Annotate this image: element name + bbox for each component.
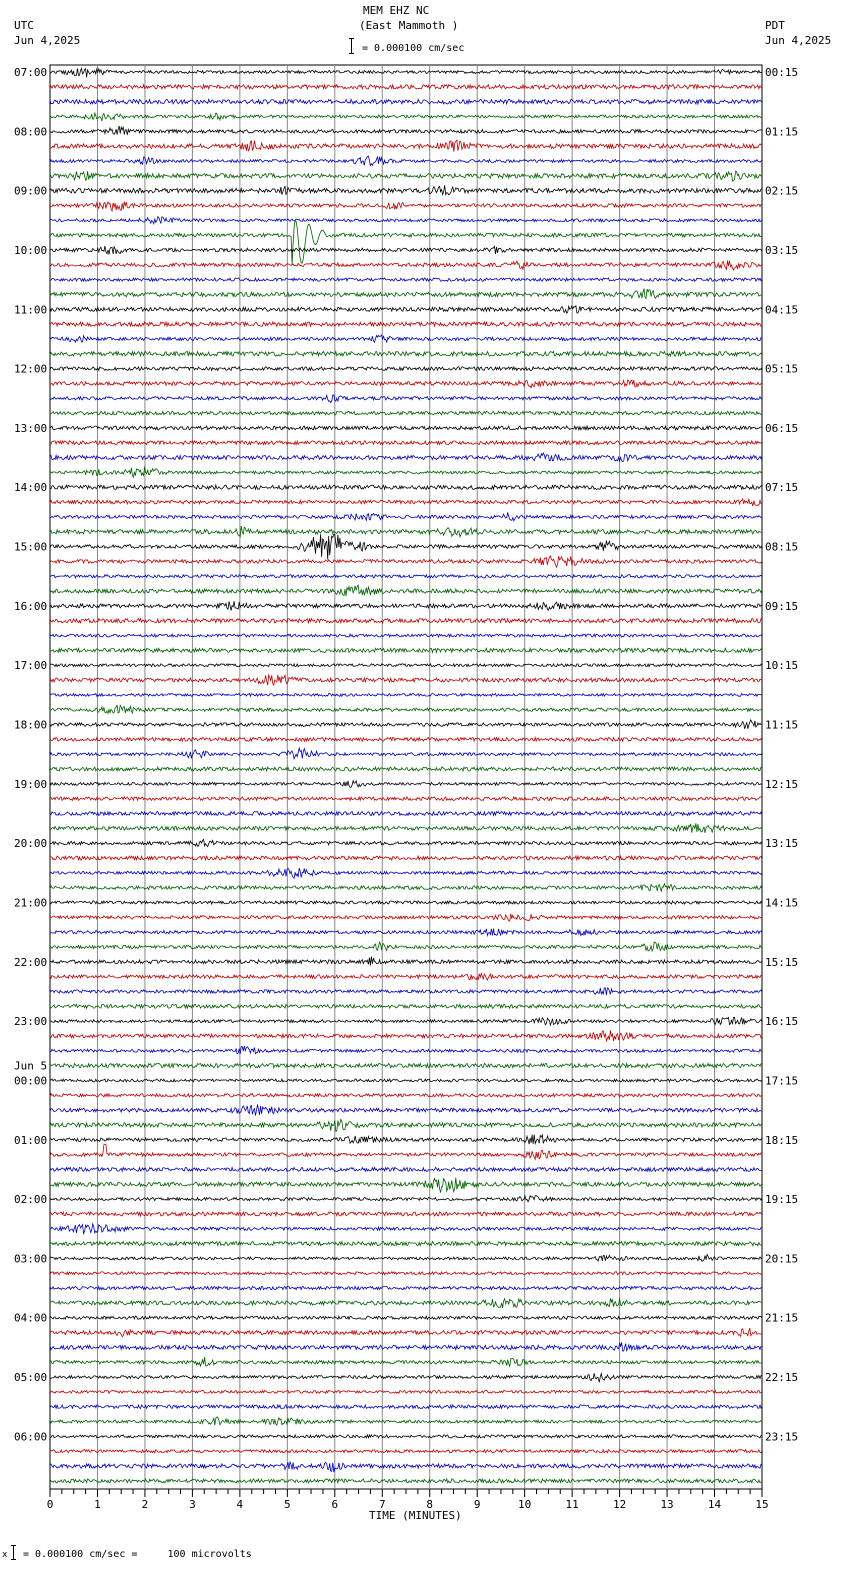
trace-63 [50, 1004, 762, 1008]
x-tick-label: 2 [141, 1498, 149, 1511]
trace-82 [50, 1286, 762, 1289]
trace-64 [50, 1017, 762, 1025]
left-time-label: 00:00 [14, 1074, 48, 1088]
trace-9 [50, 202, 762, 211]
x-tick-label: 4 [236, 1498, 244, 1511]
trace-61 [50, 973, 762, 980]
trace-79 [50, 1242, 762, 1246]
trace-3 [50, 113, 762, 121]
left-time-label: 02:00 [14, 1193, 48, 1207]
left-time-label: 18:00 [14, 718, 48, 732]
right-date: Jun 4,2025 [765, 34, 832, 47]
left-time-label: 19:00 [14, 777, 48, 791]
trace-52 [50, 839, 762, 846]
left-time-label: 04:00 [14, 1311, 48, 1325]
trace-74 [50, 1167, 762, 1171]
trace-53 [50, 856, 762, 860]
trace-89 [50, 1390, 762, 1393]
right-time-label: 18:15 [765, 1133, 799, 1147]
trace-69 [50, 1094, 762, 1097]
right-time-label: 04:15 [765, 303, 799, 317]
left-time-label: 23:00 [14, 1015, 48, 1029]
left-time-label: 22:00 [14, 955, 48, 969]
trace-81 [50, 1272, 762, 1275]
trace-50 [50, 812, 762, 816]
x-tick-label: 9 [473, 1498, 481, 1511]
right-time-label: 00:15 [765, 66, 799, 79]
trace-86 [50, 1342, 762, 1351]
left-time-label: 11:00 [14, 303, 48, 317]
trace-5 [50, 140, 762, 152]
x-tick-label: 11 [565, 1498, 579, 1511]
trace-20 [50, 367, 762, 371]
trace-39 [50, 648, 762, 652]
left-time-label: 17:00 [14, 659, 48, 673]
trace-22 [50, 395, 762, 403]
trace-33 [50, 556, 762, 567]
trace-1 [50, 85, 762, 89]
trace-73 [50, 1145, 762, 1160]
x-tick-label: 1 [94, 1498, 101, 1511]
right-time-label: 23:15 [765, 1430, 799, 1444]
trace-58 [50, 929, 762, 936]
x-tick-label: 6 [331, 1498, 339, 1511]
trace-37 [50, 619, 762, 623]
right-time-label: 08:15 [765, 540, 799, 554]
left-time-label: 03:00 [14, 1252, 48, 1266]
trace-23 [50, 411, 762, 415]
trace-24 [50, 426, 762, 430]
station-location: (East Mammoth ) [359, 19, 459, 32]
left-time-label: 16:00 [14, 599, 48, 613]
trace-40 [50, 664, 762, 667]
trace-95 [50, 1479, 762, 1483]
trace-90 [50, 1405, 762, 1409]
left-time-label: 05:00 [14, 1371, 48, 1385]
trace-38 [50, 634, 762, 637]
trace-45 [50, 738, 762, 742]
trace-28 [50, 485, 762, 489]
footer-scale-bar-icon [11, 1545, 16, 1560]
right-time-label: 14:15 [765, 896, 799, 910]
trace-35 [50, 585, 762, 596]
right-time-label: 12:15 [765, 777, 799, 791]
trace-0 [50, 68, 762, 77]
trace-55 [50, 884, 762, 892]
trace-43 [50, 705, 762, 714]
left-time-label: 09:00 [14, 184, 48, 198]
left-timezone: UTC [14, 19, 34, 32]
right-time-label: 01:15 [765, 125, 799, 139]
trace-36 [50, 601, 762, 610]
trace-6 [50, 156, 762, 165]
trace-14 [50, 278, 762, 281]
right-time-label: 03:15 [765, 243, 799, 257]
trace-4 [50, 126, 762, 135]
trace-62 [50, 988, 762, 995]
trace-68 [50, 1079, 762, 1082]
trace-48 [50, 781, 762, 788]
trace-75 [50, 1178, 762, 1193]
x-tick-label: 15 [755, 1498, 769, 1511]
scale-bar-icon [349, 38, 354, 54]
right-time-label: 13:15 [765, 837, 799, 851]
right-time-label: 07:15 [765, 481, 799, 495]
trace-83 [50, 1298, 762, 1308]
right-time-label: 09:15 [765, 599, 799, 613]
left-time-label: 07:00 [14, 66, 48, 79]
trace-47 [50, 767, 762, 771]
trace-19 [50, 352, 762, 357]
x-tick-label: 0 [46, 1498, 54, 1511]
right-time-label: 22:15 [765, 1371, 799, 1385]
left-date: Jun 4,2025 [14, 34, 81, 47]
trace-31 [50, 526, 762, 537]
trace-25 [50, 441, 762, 445]
trace-44 [50, 720, 762, 729]
trace-49 [50, 797, 762, 801]
trace-92 [50, 1435, 762, 1438]
x-tick-label: 8 [426, 1498, 434, 1511]
trace-12 [50, 246, 762, 255]
trace-17 [50, 322, 762, 326]
trace-57 [50, 914, 762, 921]
trace-78 [50, 1224, 762, 1234]
trace-18 [50, 335, 762, 342]
footer-marker: x [2, 1550, 8, 1560]
x-tick-label: 3 [189, 1498, 196, 1511]
trace-26 [50, 453, 762, 462]
right-time-label: 20:15 [765, 1252, 799, 1266]
x-tick-label: 12 [612, 1498, 627, 1511]
trace-91 [50, 1417, 762, 1425]
trace-46 [50, 748, 762, 759]
trace-70 [50, 1104, 762, 1115]
left-time-label: 01:00 [14, 1133, 48, 1147]
trace-15 [50, 289, 762, 299]
trace-80 [50, 1255, 762, 1262]
trace-2 [50, 99, 762, 104]
trace-60 [50, 957, 762, 966]
trace-77 [50, 1212, 762, 1216]
trace-29 [50, 499, 762, 507]
trace-88 [50, 1373, 762, 1382]
right-time-label: 17:15 [765, 1074, 799, 1088]
footer-scale-label: = 0.000100 cm/sec = 100 microvolts [23, 1549, 252, 1560]
trace-42 [50, 694, 762, 697]
right-time-label: 06:15 [765, 421, 799, 435]
trace-65 [50, 1030, 762, 1041]
trace-56 [50, 901, 762, 904]
trace-59 [50, 942, 762, 951]
trace-66 [50, 1046, 762, 1054]
trace-13 [50, 261, 762, 271]
right-time-label: 11:15 [765, 718, 799, 732]
trace-32 [50, 534, 762, 559]
trace-34 [50, 575, 762, 578]
left-time-label: 15:00 [14, 540, 48, 554]
right-time-label: 19:15 [765, 1193, 799, 1207]
trace-51 [50, 823, 762, 833]
trace-8 [50, 185, 762, 194]
trace-85 [50, 1328, 762, 1337]
trace-41 [50, 675, 762, 685]
trace-16 [50, 306, 762, 313]
right-time-label: 21:15 [765, 1311, 799, 1325]
left-time-label: 21:00 [14, 896, 48, 910]
trace-67 [50, 1063, 762, 1067]
station-title: MEM EHZ NC [363, 4, 430, 17]
trace-30 [50, 513, 762, 521]
x-tick-label: 5 [284, 1498, 291, 1511]
left-time-label: 13:00 [14, 421, 48, 435]
trace-71 [50, 1119, 762, 1131]
right-timezone: PDT [765, 19, 785, 32]
x-axis-title: TIME (MINUTES) [369, 1509, 462, 1522]
right-time-label: 10:15 [765, 659, 799, 673]
trace-7 [50, 171, 762, 181]
right-time-label: 05:15 [765, 362, 799, 376]
trace-93 [50, 1450, 762, 1453]
scale-label: = 0.000100 cm/sec [362, 43, 465, 54]
trace-84 [50, 1316, 762, 1319]
trace-76 [50, 1196, 762, 1202]
trace-72 [50, 1135, 762, 1144]
right-time-label: 15:15 [765, 955, 799, 969]
trace-10 [50, 217, 762, 224]
trace-21 [50, 380, 762, 388]
x-tick-label: 14 [707, 1498, 722, 1511]
trace-94 [50, 1462, 762, 1472]
left-time-label: 12:00 [14, 362, 48, 376]
left-time-label: 06:00 [14, 1430, 48, 1444]
left-time-label: 20:00 [14, 837, 48, 851]
left-time-label: 14:00 [14, 481, 48, 495]
trace-87 [50, 1357, 762, 1366]
left-time-label: 10:00 [14, 243, 48, 257]
trace-27 [50, 467, 762, 478]
x-tick-label: 13 [660, 1498, 674, 1511]
right-time-label: 16:15 [765, 1015, 799, 1029]
trace-54 [50, 868, 762, 878]
left-date-label: Jun 5 [14, 1059, 48, 1073]
x-tick-label: 7 [378, 1498, 386, 1511]
x-tick-label: 10 [518, 1498, 532, 1511]
trace-11 [50, 221, 762, 266]
right-time-label: 02:15 [765, 184, 799, 198]
left-time-label: 08:00 [14, 125, 48, 139]
